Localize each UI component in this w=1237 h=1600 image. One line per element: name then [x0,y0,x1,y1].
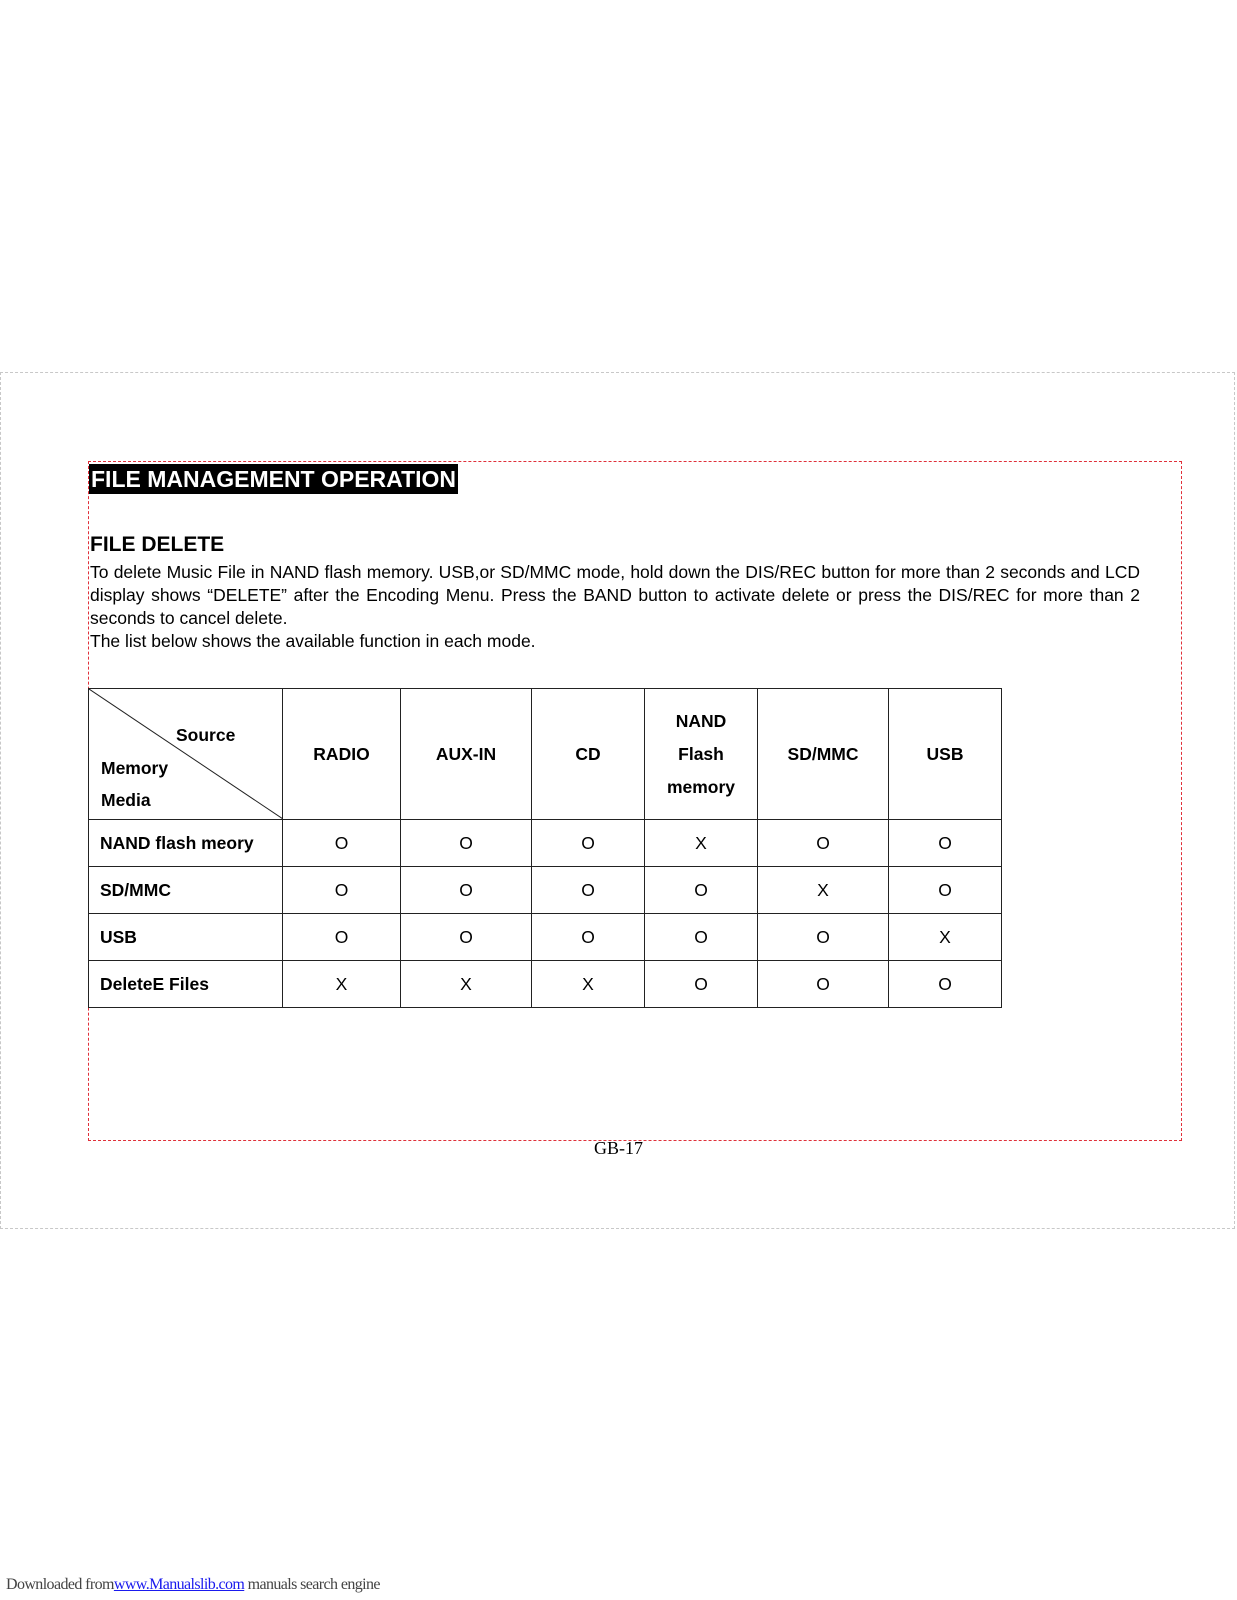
table-cell: O [401,914,532,961]
column-header-radio: RADIO [283,689,401,820]
table-cell: X [889,914,1002,961]
column-header-aux-in: AUX-IN [401,689,532,820]
instruction-paragraph: To delete Music File in NAND flash memory. USB,or SD/MMC mode, hold down the DIS/REC button for more than 2 seconds and LCD display shows “DELETE” after the Encoding Menu. Press the BAND button to activate delete or press the DIS/REC for more than 2 seconds to cancel delete. [90,562,1140,628]
table-cell: O [645,961,758,1008]
corner-media-label: Media [101,790,151,810]
table-header-row [89,689,1002,820]
column-header-line: memory [666,776,736,797]
table-row [89,914,1002,961]
table-cell: O [401,820,532,867]
section-title: FILE MANAGEMENT OPERATION [91,466,457,492]
row-label: USB [89,914,283,961]
column-header-sd-mmc: SD/MMC [758,689,889,820]
column-header-cd: CD [532,689,645,820]
table-cell: O [283,867,401,914]
table-cell: O [532,820,645,867]
column-header-line: Flash [678,743,724,764]
body-text [90,561,1140,653]
row-label: NAND flash meory [89,820,283,867]
table-cell: X [401,961,532,1008]
table-row [89,961,1002,1008]
footer-prefix: Downloaded from [6,1576,114,1593]
corner-source-label: Source [176,725,236,745]
table-corner-cell [89,689,283,820]
table-cell: O [889,961,1002,1008]
table-cell: O [283,914,401,961]
sub-title: FILE DELETE [90,533,225,556]
table-cell: X [758,867,889,914]
table-cell: X [645,820,758,867]
column-header-usb: USB [889,689,1002,820]
download-footer [6,1576,380,1594]
table-row [89,820,1002,867]
table-cell: O [645,867,758,914]
table-cell: O [645,914,758,961]
table-cell: O [532,914,645,961]
column-header-nand-flash-memory [645,689,758,820]
row-label: SD/MMC [89,867,283,914]
table-cell: X [283,961,401,1008]
table-cell: O [283,820,401,867]
table-cell: O [889,867,1002,914]
table-cell: O [532,867,645,914]
table-cell: O [401,867,532,914]
table-cell: O [758,961,889,1008]
footer-suffix: manuals search engine [244,1576,380,1593]
row-label: DeleteE Files [89,961,283,1008]
table-cell: O [758,914,889,961]
function-table [88,688,1002,1008]
list-intro-paragraph: The list below shows the available function in each mode. [90,631,536,651]
table-cell: X [532,961,645,1008]
column-header-line: NAND [675,710,727,731]
page-number: GB-17 [594,1138,643,1158]
table-row [89,867,1002,914]
table-cell: O [758,820,889,867]
manualslib-link[interactable]: www.Manualslib.com [113,1576,245,1593]
corner-memory-label: Memory [101,758,169,778]
table-cell: O [889,820,1002,867]
